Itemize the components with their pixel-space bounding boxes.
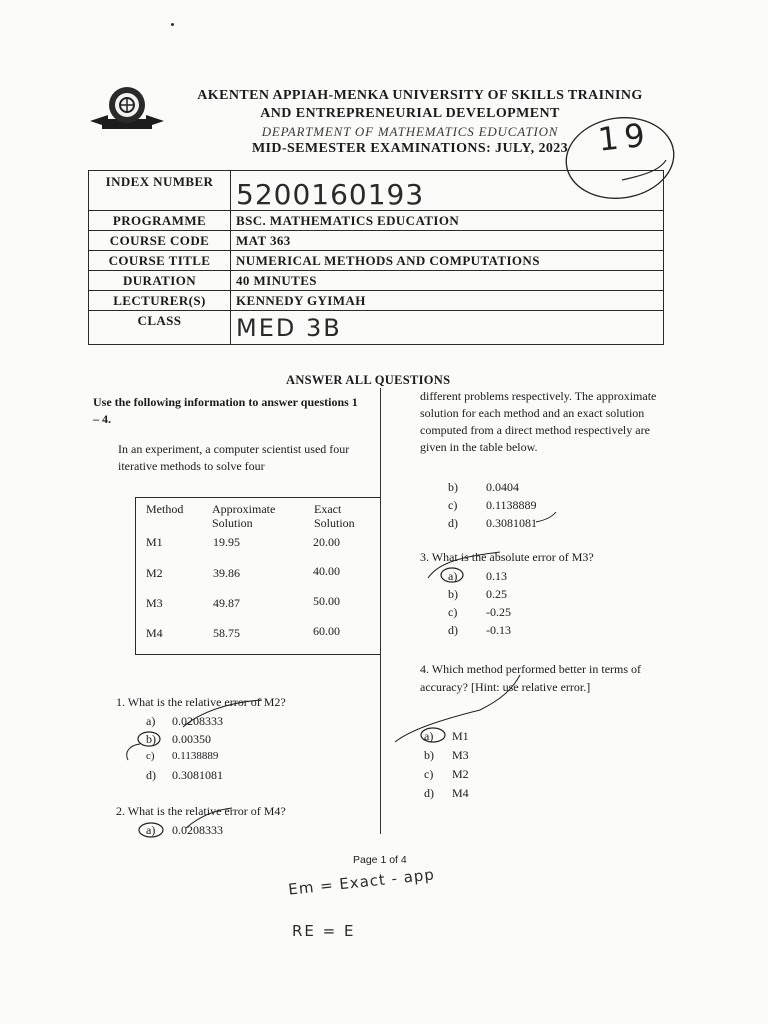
course-title-label: COURSE TITLE [89, 251, 231, 271]
table-cell: 39.86 [213, 566, 240, 580]
table-cell: M1 [146, 535, 163, 549]
table-header-method: Method [146, 502, 184, 516]
table-cell: 19.95 [213, 535, 240, 549]
tick-stroke-q4 [395, 675, 520, 742]
answer-circle-q3 [441, 568, 463, 582]
answer-circle-q4 [421, 728, 445, 742]
question-3: 3. What is the absolute error of M3? [420, 550, 594, 564]
page-footer: Page 1 of 4 [353, 854, 407, 866]
department-name: DEPARTMENT OF MATHEMATICS EDUCATION [261, 124, 559, 139]
pen-arc-q1 [127, 744, 140, 760]
q3-option-d[interactable]: d) -0.13 [448, 623, 511, 637]
table-cell: M3 [146, 596, 163, 610]
exam-title: MID-SEMESTER EXAMINATIONS: JULY, 2023 [251, 141, 569, 156]
q3-option-c[interactable]: c) -0.25 [448, 605, 511, 619]
class-label: CLASS [89, 311, 231, 345]
duration-value: 40 MINUTES [231, 271, 664, 291]
q2-option-a[interactable]: a) 0.0208333 [146, 823, 223, 837]
table-cell: M4 [146, 626, 163, 640]
q1-option-b[interactable]: b) 0.00350 [146, 732, 211, 746]
programme-value: BSC. MATHEMATICS EDUCATION [231, 211, 664, 231]
q4-option-c[interactable]: c) M2 [424, 767, 469, 781]
table-cell: 60.00 [313, 624, 340, 638]
index-label: INDEX NUMBER [89, 171, 231, 211]
table-cell: 49.87 [213, 596, 240, 610]
question-4: 4. Which method performed better in terms of accuracy? [Hint: use relative error.] [420, 662, 642, 694]
class-value: MED 3B [236, 313, 342, 342]
index-value: 5200160193 [236, 178, 425, 211]
q1-option-d[interactable]: d) 0.3081081 [146, 768, 223, 782]
q4-option-a[interactable]: a) M1 [424, 729, 469, 743]
q2-option-b[interactable]: b) 0.0404 [448, 480, 519, 494]
tick-stroke-q1 [183, 700, 262, 727]
problem-text-right: different problems respectively. The approximate solution for each method and an exact solution computed from a direct method respectively are given in the table below. [420, 389, 657, 454]
course-title-value: NUMERICAL METHODS AND COMPUTATIONS [231, 251, 664, 271]
table-cell: 50.00 [313, 594, 340, 608]
duration-label: DURATION [89, 271, 231, 291]
pen-stroke-score [622, 160, 666, 180]
q4-option-b[interactable]: b) M3 [424, 748, 469, 762]
q1-option-c[interactable]: c) 0.1138889 [146, 750, 219, 762]
pen-stroke-q2d [536, 512, 556, 522]
table-cell: 58.75 [213, 626, 240, 640]
answer-circle-q2 [139, 823, 163, 837]
university-name-line1: AKENTEN APPIAH-MENKA UNIVERSITY OF SKILLS TRAINING [197, 88, 643, 103]
lecturer-label: LECTURER(S) [89, 291, 231, 311]
tick-stroke-q2 [186, 808, 232, 828]
q3-option-a[interactable]: a) 0.13 [448, 569, 507, 583]
answer-all-heading: ANSWER ALL QUESTIONS [286, 373, 451, 387]
handwriting-line-2: RE = E [292, 922, 356, 940]
q2-option-d[interactable]: d) 0.3081081 [448, 516, 537, 530]
tick-stroke-q3 [428, 552, 500, 578]
q3-option-b[interactable]: b) 0.25 [448, 587, 507, 601]
q4-option-d[interactable]: d) M4 [424, 786, 469, 800]
table-header-approx: Approximate Solution [212, 502, 276, 530]
handwriting-line-1: Em = Exact - app [287, 865, 436, 899]
course-code-value: MAT 363 [231, 231, 664, 251]
course-code-label: COURSE CODE [89, 231, 231, 251]
question-2: 2. What is the relative error of M4? [116, 804, 286, 818]
question-1: 1. What is the relative error of M2? [116, 695, 286, 709]
instructions: Use the following information to answer questions 1 – 4. [93, 395, 358, 426]
university-name-line2: AND ENTREPRENEURIAL DEVELOPMENT [260, 106, 560, 121]
lecturer-value: KENNEDY GYIMAH [231, 291, 664, 311]
table-cell: 40.00 [313, 564, 340, 578]
score-mark: 19 [596, 115, 653, 159]
q1-option-a[interactable]: a) 0.0208333 [146, 714, 223, 728]
table-cell: 20.00 [313, 535, 340, 549]
q2-option-c[interactable]: c) 0.1138889 [448, 498, 537, 512]
answer-circle-q1 [138, 732, 160, 746]
table-cell: M2 [146, 566, 163, 580]
problem-text-left: In an experiment, a computer scientist used four iterative methods to solve four [118, 442, 350, 473]
programme-label: PROGRAMME [89, 211, 231, 231]
table-header-exact: Exact Solution [314, 502, 355, 530]
